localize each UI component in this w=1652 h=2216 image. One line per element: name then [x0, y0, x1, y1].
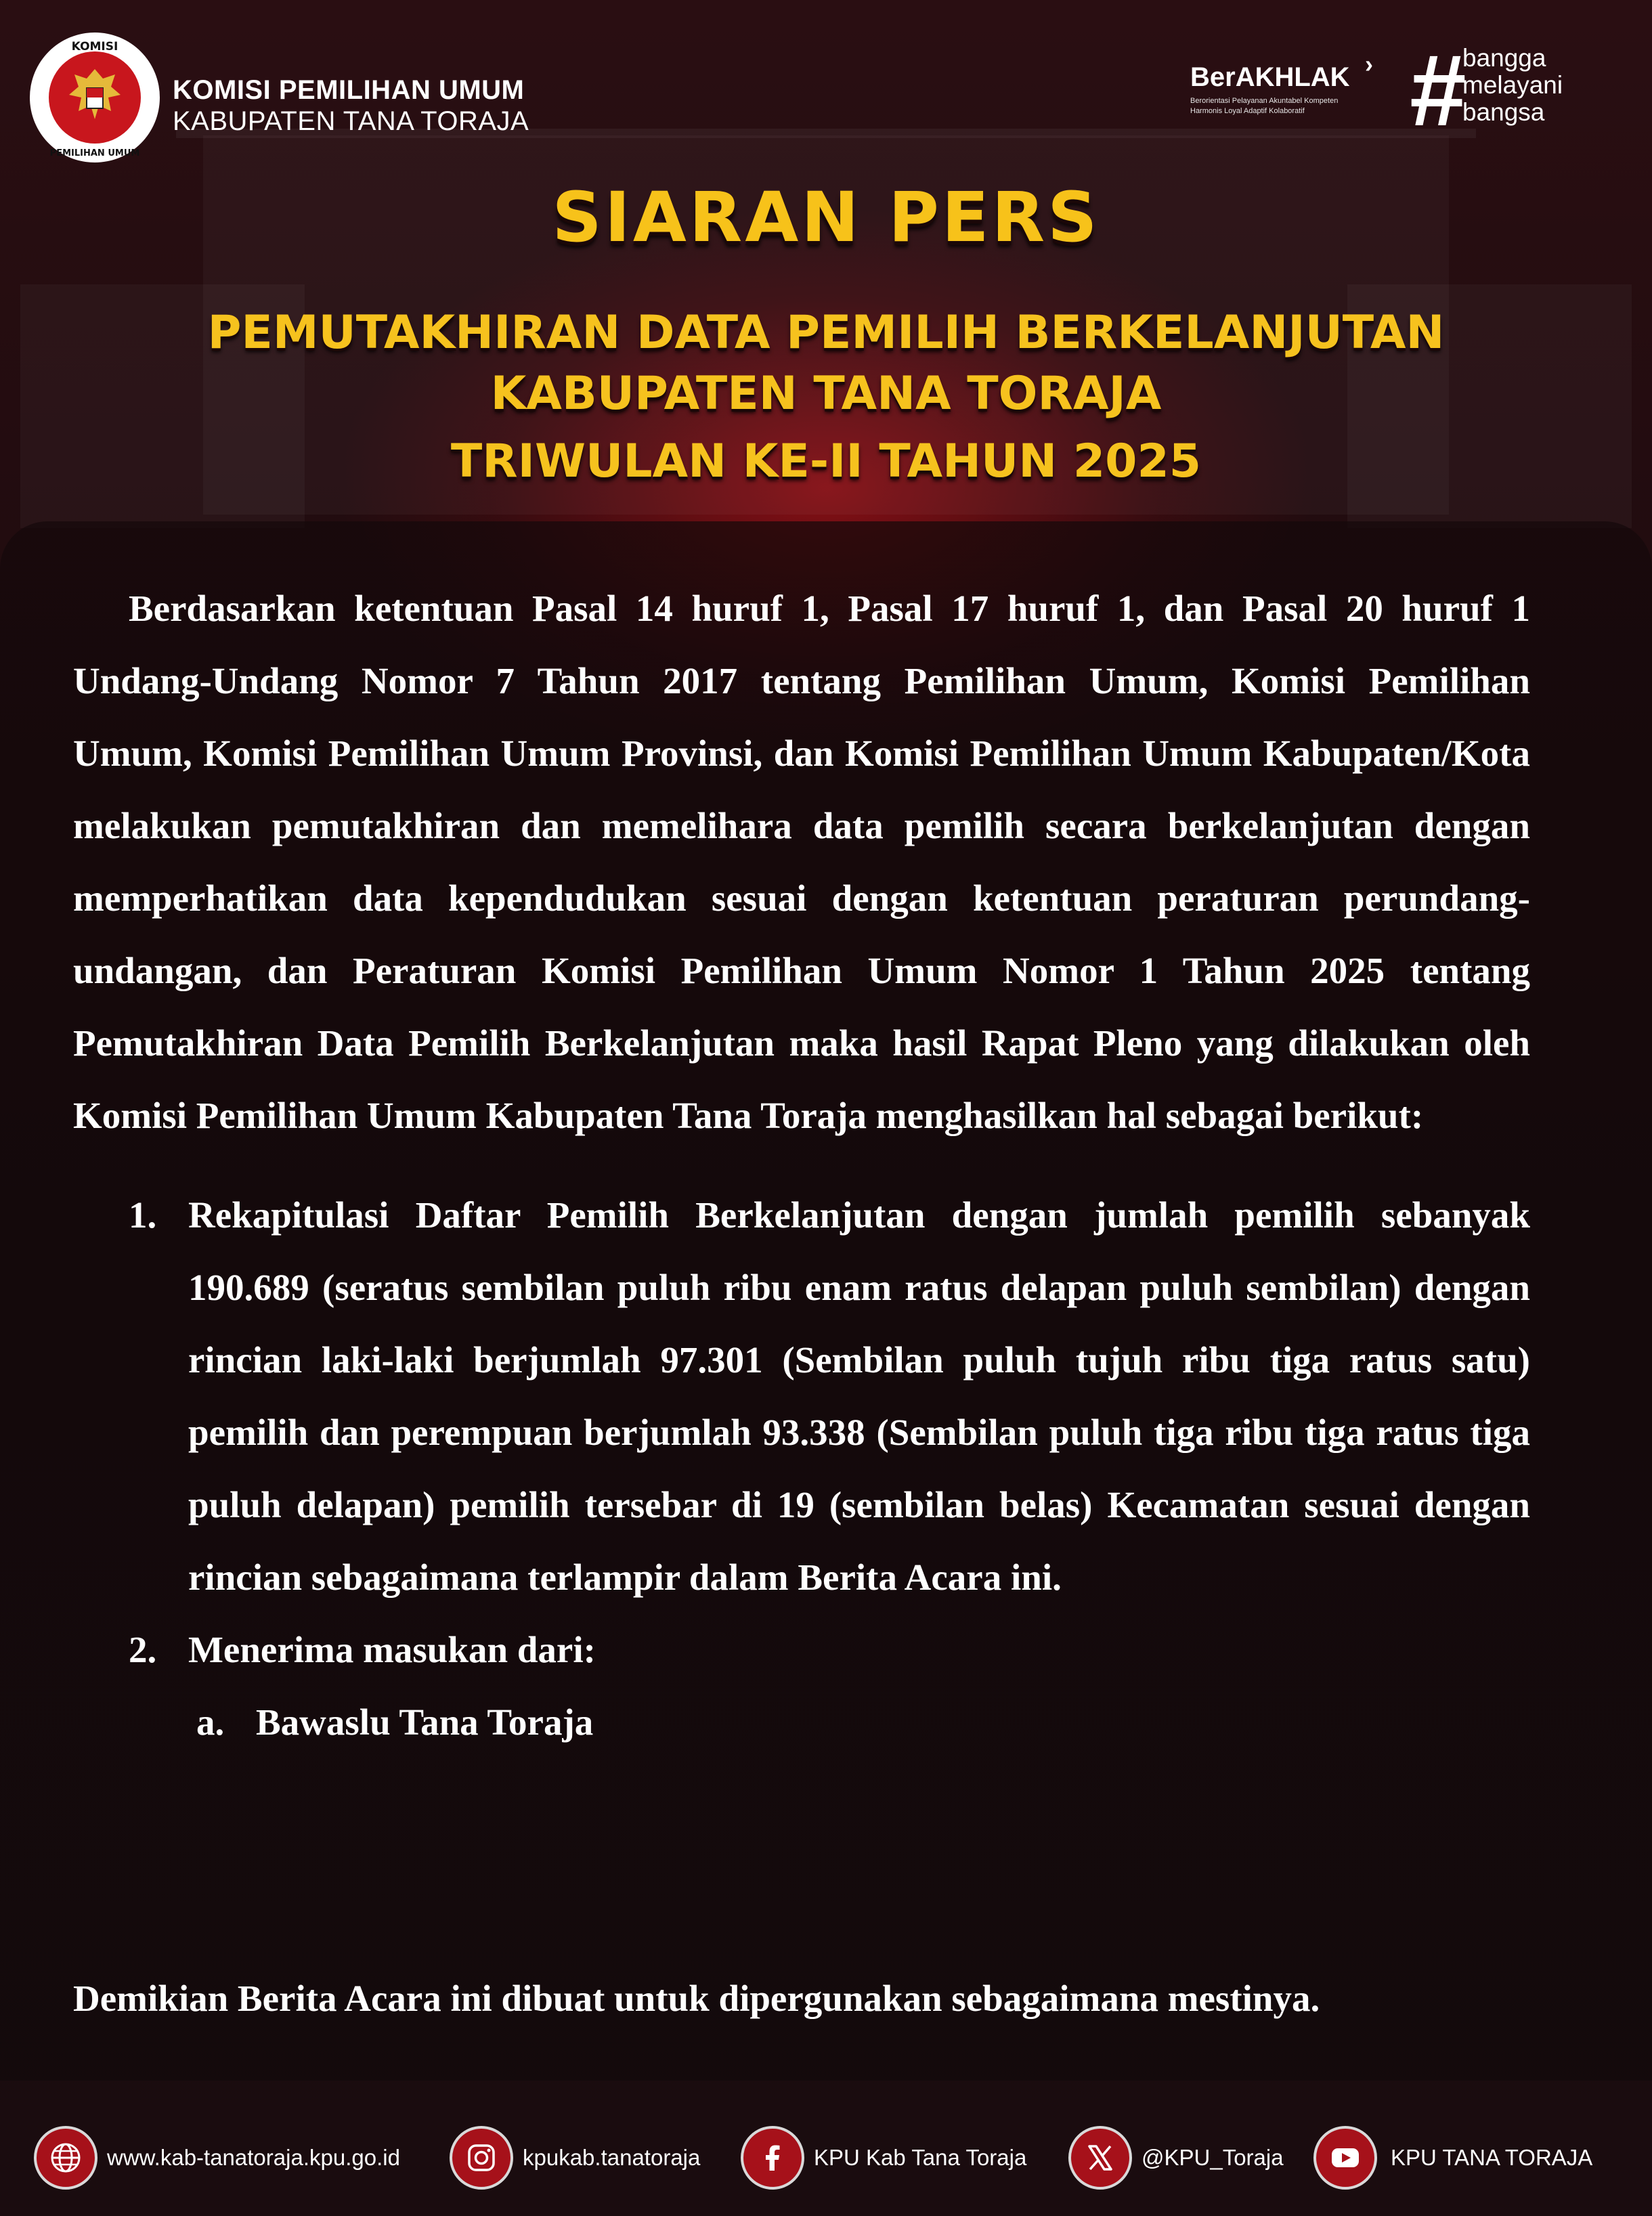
org-sub: KABUPATEN TANA TORAJA — [173, 106, 529, 136]
page-title: SIARAN PERS — [552, 177, 1100, 258]
press-release-body — [73, 572, 1530, 1758]
sub-list-item — [188, 1686, 1530, 1758]
kpu-logo-icon — [27, 30, 162, 165]
footer-website[interactable] — [34, 2126, 400, 2190]
footer-youtube[interactable] — [1313, 2126, 1592, 2190]
list-item-text: Rekapitulasi Daftar Pemilih Berkelanjutan dengan jumlah pemilih sebanyak 190.689 (seratus sembilan puluh ribu enam ratus delapan puluh sembilan) dengan rincian laki-laki berjumlah 97.301 (Sembilan puluh tujuh ribu tiga ratus satu) pemilih dan perempuan berjumlah 93.338 (Sembilan puluh tiga ribu tiga ratus tiga puluh delapan) pemilih tersebar di 19 (sembilan belas) Kecamatan sesuai dengan rincian sebagaimana terlampir dalam Berita Acara ini. — [188, 1194, 1530, 1598]
chevron-right-icon: › — [1365, 50, 1373, 78]
facebook-icon — [741, 2126, 804, 2190]
berakhlak-title: BerAKHLAK — [1190, 62, 1350, 92]
subtitle-line-3: TRIWULAN KE-II TAHUN 2025 — [450, 435, 1202, 488]
youtube-icon — [1313, 2126, 1377, 2190]
footer-website-text[interactable]: www.kab-tanatoraja.kpu.go.id — [107, 2145, 400, 2170]
bangga-line-1: bangga — [1462, 44, 1546, 72]
x-icon — [1068, 2126, 1132, 2190]
organization-block — [173, 74, 529, 137]
footer-x-text[interactable]: @KPU_Toraja — [1142, 2145, 1284, 2170]
list-item — [73, 1613, 1530, 1758]
globe-icon — [34, 2126, 97, 2190]
result-list — [73, 1179, 1530, 1758]
berakhlak-tagline-1: Berorientasi Pelayanan Akuntabel Kompeten — [1190, 97, 1339, 105]
bangga-line-3: bangsa — [1462, 98, 1545, 126]
footer-facebook-text[interactable]: KPU Kab Tana Toraja — [814, 2145, 1027, 2170]
sub-list-item-letter: a. — [196, 1701, 225, 1743]
logo-text-top: KOMISI — [71, 40, 118, 53]
instagram-icon — [450, 2126, 513, 2190]
footer-instagram-text[interactable]: kpukab.tanatoraja — [523, 2145, 701, 2170]
sub-list-item-text: Bawaslu Tana Toraja — [256, 1701, 594, 1743]
logo-text-bottom: PEMILIHAN UMUM — [49, 148, 140, 158]
list-item-number: 1. — [129, 1194, 157, 1236]
footer-instagram[interactable] — [450, 2126, 700, 2190]
intro-paragraph: Berdasarkan ketentuan Pasal 14 huruf 1, Pasal 17 huruf 1, dan Pasal 20 huruf 1 Undang-Undang Nomor 7 Tahun 2017 tentang Pemilihan Umum, Komisi Pemilihan Umum, Komisi Pemilihan Umum Provinsi, dan Komisi Pemilihan Umum Kabupaten/Kota melakukan pemutakhiran dan memelihara data pemilih secara berkelanjutan dengan memperhatikan data kependudukan sesuai dengan ketentuan peraturan perundang-undangan, dan Peraturan Komisi Pemilihan Umum Nomor 1 Tahun 2025 tentang Pemutakhiran Data Pemilih Berkelanjutan maka hasil Rapat Pleno yang dilakukan oleh Komisi Pemilihan Umum Kabupaten Tana Toraja menghasilkan hal sebagai berikut: — [73, 588, 1530, 1136]
bangga-line-2: melayani — [1462, 71, 1563, 99]
hashtag-icon: # — [1408, 33, 1465, 147]
berakhlak-tagline-2: Harmonis Loyal Adaptif Kolaboratif — [1190, 107, 1305, 115]
list-item-number: 2. — [129, 1629, 157, 1670]
subtitle-line-1: PEMUTAKHIRAN DATA PEMILIH BERKELANJUTAN — [207, 306, 1445, 360]
berakhlak-logo — [1190, 50, 1373, 116]
sub-list — [188, 1686, 1530, 1758]
org-name: KOMISI PEMILIHAN UMUM — [173, 75, 525, 105]
footer-facebook[interactable] — [741, 2126, 1026, 2190]
list-item-text: Menerima masukan dari: — [188, 1629, 596, 1670]
bangga-melayani-bangsa — [1462, 45, 1563, 126]
footer-youtube-text[interactable]: KPU TANA TORAJA — [1391, 2145, 1593, 2170]
subtitle-line-2: KABUPATEN TANA TORAJA — [490, 367, 1162, 420]
list-item — [73, 1179, 1530, 1613]
closing-statement: Demikian Berita Acara ini dibuat untuk dipergunakan sebagaimana mestinya. — [73, 1978, 1320, 2019]
footer-x[interactable] — [1068, 2126, 1284, 2190]
